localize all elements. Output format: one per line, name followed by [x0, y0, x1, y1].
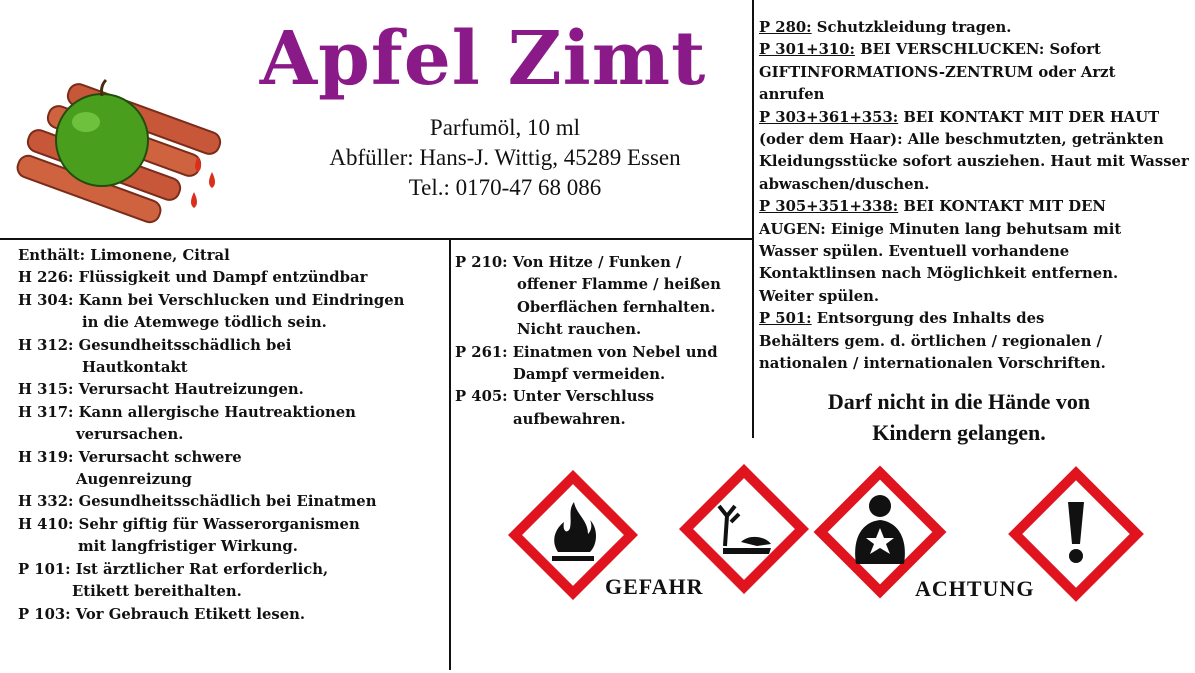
precaution-line: Kontaktlinsen nach Möglichkeit entfernen.	[759, 265, 1119, 283]
precaution-p280: P 280: Schutzkleidung tragen.	[759, 19, 1012, 36]
product-size: Parfumöl, 10 ml	[429, 115, 581, 140]
hazard-statement: H 315: Verursacht Hautreizungen.	[18, 381, 304, 399]
precaution-line: GIFTINFORMATIONS-ZENTRUM oder Arzt	[759, 63, 1116, 81]
hazard-statement: verursachen.	[76, 426, 184, 444]
middle-precaution-column	[455, 252, 721, 431]
precaution-line: AUGEN: Einige Minuten lang behutsam mit	[759, 220, 1122, 238]
precaution-line: abwaschen/duschen.	[759, 175, 930, 193]
precaution-p501: P 501: Entsorgung des Inhalts des	[759, 310, 1045, 328]
hazard-statement: H 410: Sehr giftig für Wasserorganismen	[18, 515, 360, 533]
precaution-statement: Nicht rauchen.	[517, 321, 642, 339]
precaution-statement: Etikett bereithalten.	[72, 583, 242, 601]
hazard-statement: Augenreizung	[76, 471, 192, 489]
precaution-statement: P 210: Von Hitze / Funken /	[455, 254, 682, 271]
product-title: Apfel Zimt	[259, 16, 707, 102]
precaution-line: Wasser spülen. Eventuell vorhandene	[759, 243, 1070, 261]
precaution-statement: offener Flamme / heißen	[517, 276, 721, 294]
precaution-line: nationalen / internationalen Vorschriften.	[759, 355, 1106, 373]
precaution-statement: aufbewahren.	[513, 410, 626, 428]
precaution-statement: Oberflächen fernhalten.	[517, 298, 716, 316]
precaution-line: anrufen	[759, 86, 825, 104]
column-divider-right	[752, 0, 754, 438]
right-precaution-column	[759, 17, 1189, 376]
precaution-p301: P 301+310: BEI VERSCHLUCKEN: Sofort	[759, 41, 1101, 59]
precaution-line: Kleidungsstücke sofort ausziehen. Haut mit Wasser	[759, 153, 1189, 171]
ingredients: Enthält: Limonene, Citral	[18, 247, 230, 264]
precaution-statement: P 101: Ist ärztlicher Rat erforderlich,	[18, 560, 329, 578]
hazard-statement: H 332: Gesundheitsschädlich bei Einatmen	[18, 493, 377, 511]
hazard-statement: H 319: Verursacht schwere	[18, 448, 242, 466]
apple-cinnamon-logo	[14, 78, 228, 238]
phone-number: Tel.: 0170-47 68 086	[408, 175, 602, 200]
precaution-p303: P 303+361+353: BEI KONTAKT MIT DER HAUT	[759, 108, 1160, 126]
hazard-statement: H 226: Flüssigkeit und Dampf entzündbar	[18, 269, 368, 287]
precaution-statement: P 405: Unter Verschluss	[455, 388, 655, 406]
hazard-statement: H 304: Kann bei Verschlucken und Eindringen	[18, 291, 405, 309]
signal-word-danger: GEFAHR	[605, 574, 704, 599]
precaution-statement: Dampf vermeiden.	[513, 366, 666, 384]
precaution-statement: P 261: Einatmen von Nebel und	[455, 343, 718, 361]
hazard-statement: H 312: Gesundheitsschädlich bei	[18, 336, 292, 354]
hazard-statement: in die Atemwege tödlich sein.	[82, 314, 327, 332]
precaution-line: Behälters gem. d. örtlichen / regionalen /	[759, 332, 1102, 350]
left-hazard-column	[18, 245, 404, 626]
precaution-statement: P 103: Vor Gebrauch Etikett lesen.	[18, 605, 306, 623]
precaution-line: (oder dem Haar): Alle beschmutzten, getränkten	[759, 131, 1164, 149]
child-warning: Darf nicht in die Hände von Kindern gelangen.	[827, 389, 1091, 445]
hazard-statement: Hautkontakt	[82, 359, 188, 377]
precaution-p305: P 305+351+338: BEI KONTAKT MIT DEN	[759, 198, 1106, 216]
signal-word-warning: ACHTUNG	[915, 576, 1035, 601]
column-divider-left	[449, 240, 451, 670]
hazard-statement: H 317: Kann allergische Hautreaktionen	[18, 403, 356, 421]
precaution-line: Weiter spülen.	[759, 287, 880, 305]
filler-info: Abfüller: Hans-J. Wittig, 45289 Essen	[329, 145, 681, 170]
header-divider	[0, 238, 752, 240]
hazard-statement: mit langfristiger Wirkung.	[78, 538, 298, 556]
